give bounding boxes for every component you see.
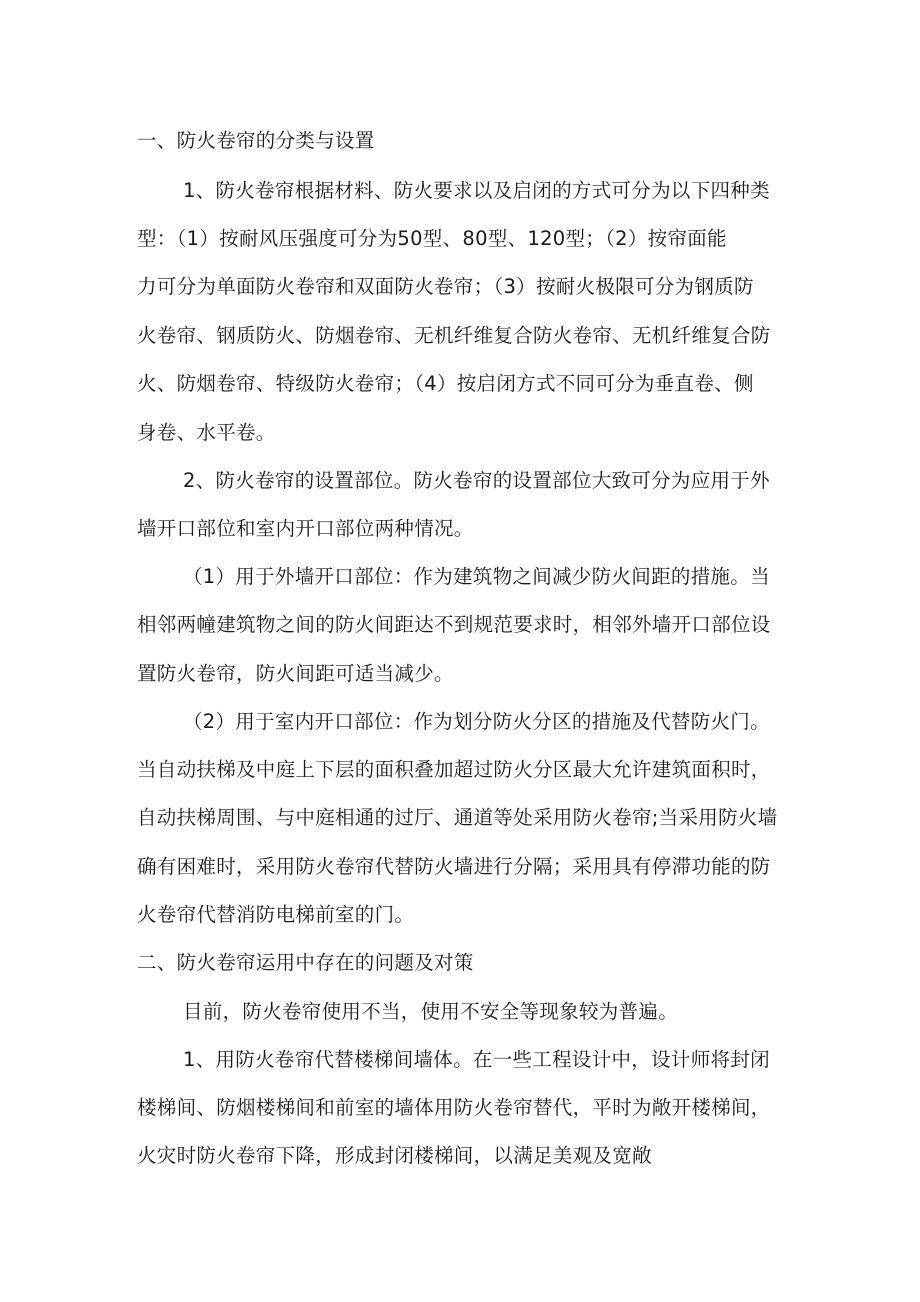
paragraph-line: 火卷帘、钢质防火、防烟卷帘、无机纤维复合防火卷帘、无机纤维复合防 <box>137 324 771 347</box>
paragraph-line: 楼梯间、防烟楼梯间和前室的墙体用防火卷帘替代，平时为敞开楼梯间， <box>137 1096 771 1119</box>
paragraph-line: （1）用于外墙开口部位：作为建筑物之间减少防火间距的措施。当 <box>183 565 770 588</box>
paragraph-line: 确有困难时，采用防火卷帘代替防火墙进行分隔；采用具有停滞功能的防 <box>137 855 771 878</box>
paragraph-line: 置防火卷帘，防火间距可适当减少。 <box>137 662 454 685</box>
paragraph-line: 身卷、水平卷。 <box>137 421 276 444</box>
paragraph-line: 火卷帘代替消防电梯前室的门。 <box>137 903 415 926</box>
paragraph-line: 火、防烟卷帘、特级防火卷帘；（4）按启闭方式不同可分为垂直卷、侧 <box>137 372 754 395</box>
paragraph-line: 型：（1）按耐风压强度可分为50型、80型、120型；（2）按帘面能 <box>137 227 727 250</box>
paragraph-line: 相邻两幢建筑物之间的防火间距达不到规范要求时，相邻外墙开口部位设 <box>137 613 771 636</box>
paragraph-line: 力可分为单面防火卷帘和双面防火卷帘；（3）按耐火极限可分为钢质防 <box>137 275 754 298</box>
section-heading-1: 一、防火卷帘的分类与设置 <box>137 129 375 152</box>
paragraph-line: （2）用于室内开口部位：作为划分防火分区的措施及代替防火门。 <box>183 710 770 733</box>
paragraph-line: 目前，防火卷帘使用不当，使用不安全等现象较为普遍。 <box>183 1000 679 1023</box>
paragraph-line: 1、防火卷帘根据材料、防火要求以及启闭的方式可分为以下四种类 <box>183 179 770 202</box>
paragraph-line: 墙开口部位和室内开口部位两种情况。 <box>137 517 474 540</box>
paragraph-line: 2、防火卷帘的设置部位。防火卷帘的设置部位大致可分为应用于外 <box>183 469 770 492</box>
section-heading-2: 二、防火卷帘运用中存在的问题及对策 <box>137 951 474 974</box>
paragraph-line: 1、用防火卷帘代替楼梯间墙体。在一些工程设计中，设计师将封闭 <box>183 1048 770 1071</box>
paragraph-line: 火灾时防火卷帘下降，形成封闭楼梯间，以满足美观及宽敞 <box>137 1144 652 1167</box>
paragraph-line: 自动扶梯周围、与中庭相通的过厅、通道等处采用防火卷帘;当采用防火墙 <box>137 806 778 829</box>
paragraph-line: 当自动扶梯及中庭上下层的面积叠加超过防火分区最大允许建筑面积时， <box>137 758 771 781</box>
